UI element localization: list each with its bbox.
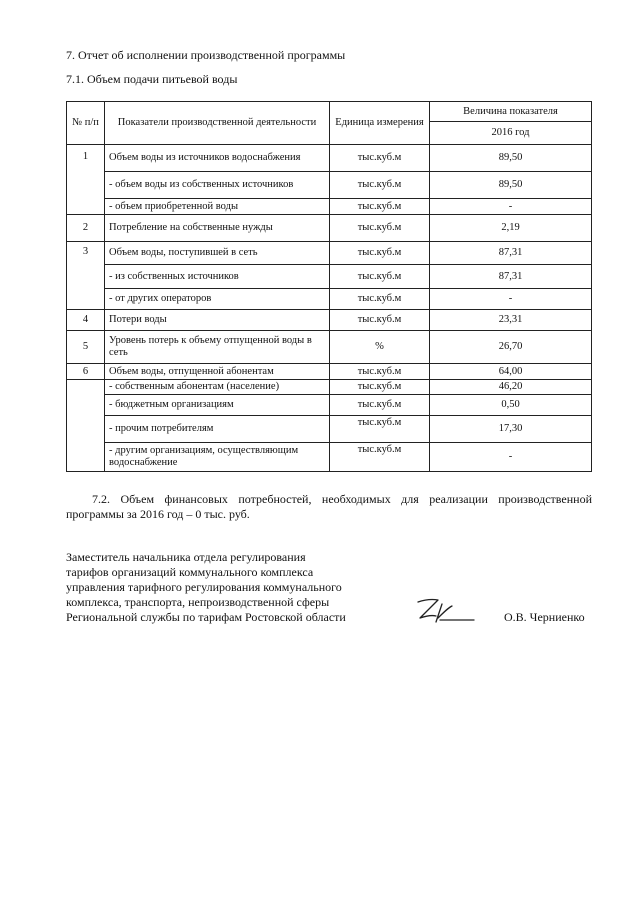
financial-needs-paragraph: 7.2. Объем финансовых потребностей, необходимых для реализации производственной программы за 2016 год – 0 тыс. руб. <box>66 492 592 521</box>
row-unit: тыс.куб.м <box>330 364 430 380</box>
row-unit: % <box>330 331 430 364</box>
table-row <box>67 289 592 310</box>
row-indicator: - объем воды из собственных источников <box>105 172 330 199</box>
table-row <box>67 199 592 215</box>
row-unit: тыс.куб.м <box>330 395 430 416</box>
signatory-title-line: Заместитель начальника отдела регулирования <box>66 550 306 564</box>
row-num: 6 <box>67 364 105 380</box>
row-unit: тыс.куб.м <box>330 416 430 443</box>
row-value: - <box>430 289 592 310</box>
signatory-title-line: управления тарифного регулирования коммунального <box>66 580 342 594</box>
table-row <box>67 215 592 242</box>
row-num: 4 <box>67 310 105 331</box>
table-row <box>67 310 592 331</box>
row-value: - <box>430 443 592 472</box>
handwritten-signature <box>412 596 476 632</box>
row-unit: тыс.куб.м <box>330 265 430 289</box>
row-indicator: Уровень потерь к объему отпущенной воды в сеть <box>105 331 330 364</box>
row-indicator: Объем воды, отпущенной абонентам <box>105 364 330 380</box>
row-value: 89,50 <box>430 172 592 199</box>
row-value: 46,20 <box>430 380 592 395</box>
row-num: 2 <box>67 215 105 242</box>
row-unit: тыс.куб.м <box>330 242 430 265</box>
row-unit: тыс.куб.м <box>330 380 430 395</box>
table-row <box>67 364 592 380</box>
row-indicator: - прочим потребителям <box>105 416 330 443</box>
row-indicator: - другим организациям, осуществляющим водоснабжение <box>105 443 330 472</box>
row-unit: тыс.куб.м <box>330 310 430 331</box>
signatory-title-line: Региональной службы по тарифам Ростовской области <box>66 610 346 624</box>
row-num: 1 <box>67 145 105 215</box>
row-value: 26,70 <box>430 331 592 364</box>
row-unit: тыс.куб.м <box>330 145 430 172</box>
signatory-name: О.В. Черниенко <box>504 610 585 624</box>
row-value: 87,31 <box>430 265 592 289</box>
table-row <box>67 380 592 395</box>
row-indicator: Объем воды из источников водоснабжения <box>105 145 330 172</box>
row-value: - <box>430 199 592 215</box>
header-year: 2016 год <box>430 122 592 145</box>
row-num: 3 <box>67 242 105 310</box>
row-indicator: - объем приобретенной воды <box>105 199 330 215</box>
signatory-title-line: тарифов организаций коммунального комплекса <box>66 565 314 579</box>
row-unit: тыс.куб.м <box>330 215 430 242</box>
row-value: 2,19 <box>430 215 592 242</box>
header-value: Величина показателя <box>430 102 592 122</box>
section-title: 7. Отчет об исполнении производственной программы <box>66 48 346 62</box>
row-value: 0,50 <box>430 395 592 416</box>
row-indicator: - собственным абонентам (население) <box>105 380 330 395</box>
row-value: 17,30 <box>430 416 592 443</box>
subsection-title: 7.1. Объем подачи питьевой воды <box>66 72 238 86</box>
signatory-title <box>66 550 396 625</box>
table-row <box>67 331 592 364</box>
row-value: 23,31 <box>430 310 592 331</box>
row-value: 64,00 <box>430 364 592 380</box>
row-indicator: Объем воды, поступившей в сеть <box>105 242 330 265</box>
row-unit: тыс.куб.м <box>330 289 430 310</box>
row-value: 87,31 <box>430 242 592 265</box>
row-unit: тыс.куб.м <box>330 172 430 199</box>
table-row <box>67 172 592 199</box>
water-supply-table <box>66 101 592 472</box>
row-indicator: - из собственных источников <box>105 265 330 289</box>
header-num: № п/п <box>67 102 105 145</box>
table-row <box>67 242 592 265</box>
table-row <box>67 145 592 172</box>
row-num <box>67 380 105 472</box>
header-indicator: Показатели производственной деятельности <box>105 102 330 145</box>
header-unit: Единица измерения <box>330 102 430 145</box>
row-indicator: Потери воды <box>105 310 330 331</box>
row-indicator: - бюджетным организациям <box>105 395 330 416</box>
table-row <box>67 265 592 289</box>
signatory-title-line: комплекса, транспорта, непроизводственной сферы <box>66 595 330 609</box>
row-value: 89,50 <box>430 145 592 172</box>
table-row <box>67 443 592 472</box>
row-unit: тыс.куб.м <box>330 199 430 215</box>
row-indicator: Потребление на собственные нужды <box>105 215 330 242</box>
table-row <box>67 395 592 416</box>
table-row <box>67 416 592 443</box>
row-unit: тыс.куб.м <box>330 443 430 472</box>
row-num: 5 <box>67 331 105 364</box>
row-indicator: - от других операторов <box>105 289 330 310</box>
